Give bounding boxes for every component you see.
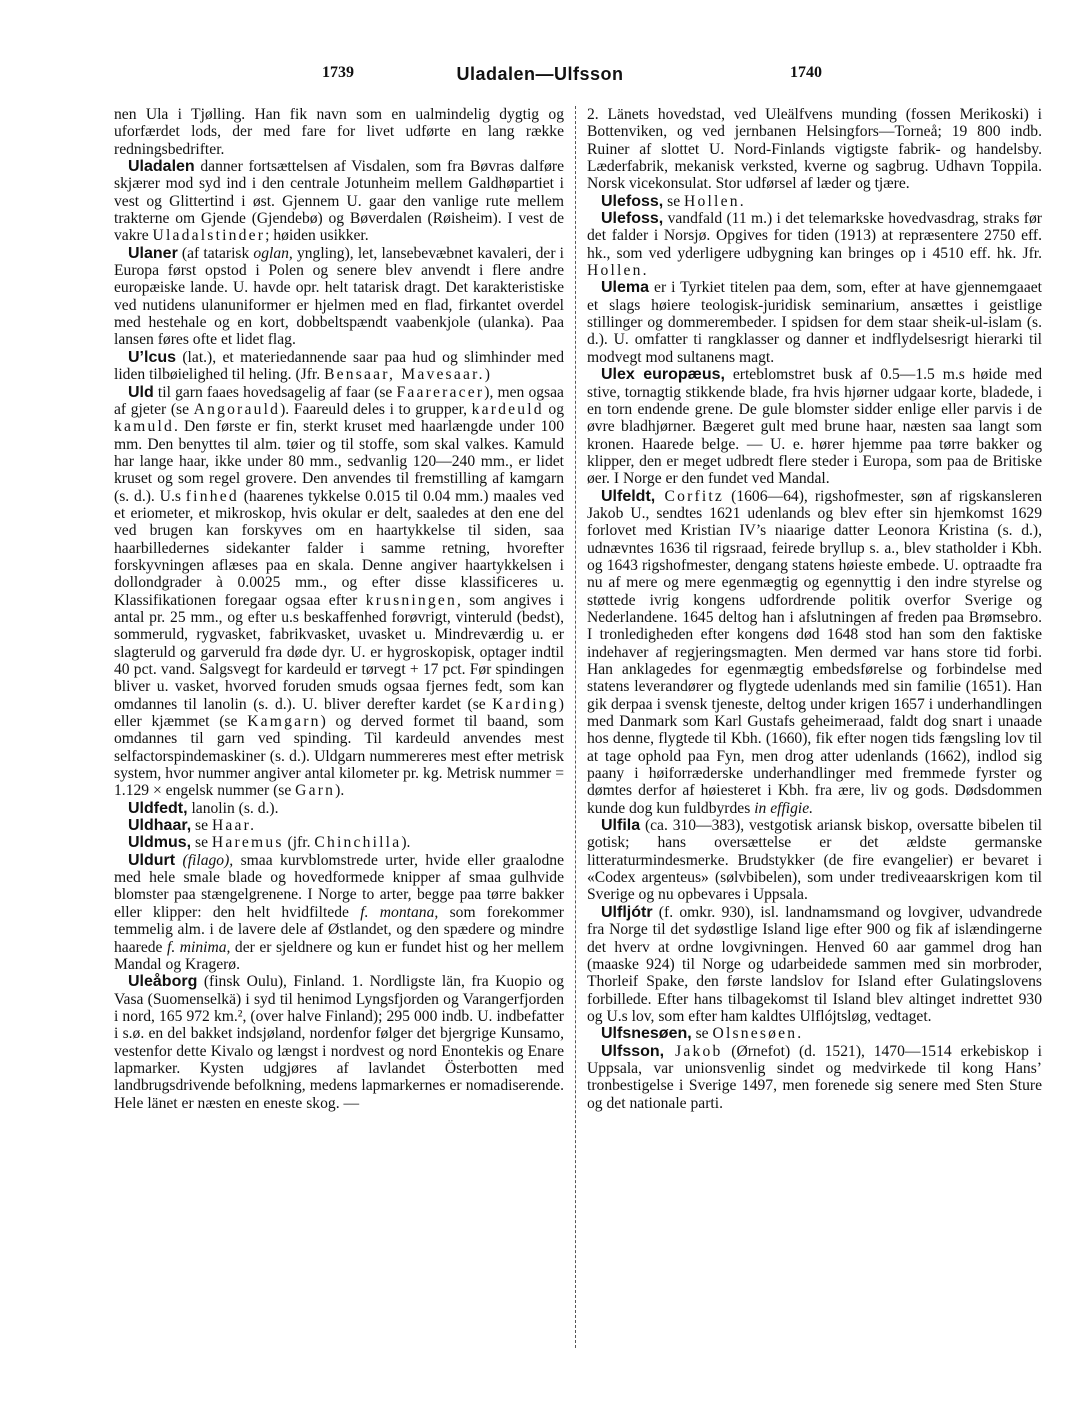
- right-column: [587, 106, 1042, 1386]
- entry-uldfedt: Uldfedt, lanolin (s. d.).: [128, 799, 279, 817]
- entry-ulema: Ulema er i Tyrkiet titelen paa dem, som, efter at have gjennemgaaet et slags høiere teologisk-juridisk seminarium, ansættes i geistlige stillinger og dommerembeder. I spidsen for dem staar sheik-ul-islam (s. d.). U. omfatter ti rangklasser og danner et indflydelsesrigt hierarki til modvegt mod sultanens magt.: [587, 279, 1042, 366]
- entry-uldurt: Uldurt (filago), smaa kurvblomstrede urter, hvide eller graalodne med hele smale blade og hovedformede knipper af smaa gulhvide blomster paa stængelgrenene. I Norge to arter, begge paa tørre bakker eller klipper: den helt hvidfiltede f. montana, som forekommer temmelig alm. i de lavere dele af Østlandet, og den spædere og mindre haarede f. minima, der er sjeldnere og kun er fundet hist og her mellem Mandal og Kragerø.: [114, 851, 564, 973]
- page-number-right: 1740: [790, 64, 822, 81]
- entry-ulefoss-ref: Ulefoss, se Hollen.: [601, 192, 746, 210]
- left-column: [114, 106, 564, 1386]
- headword: Ulfila: [601, 817, 641, 835]
- entry-ulefoss: Ulefoss, vandfald (11 m.) i det telemarkske hovedvasdrag, straks før det falder i Norsjø. Opgives for tiden (1913) at repræsentere 2750 eff. hk., som ved yderligere udbygning kan bringes op i 4510 eff. hk. Jfr. Hollen.: [587, 210, 1042, 280]
- entry-ulfljotr: Ulfljótr (f. omkr. 930), isl. landnamsmand og lovgiver, udvandrede fra Norge til det sydøstlige Island lige efter 900 og fik af islændingerne det hverv at ordne lovgivningen. Henved 60 aar gammel drog han (maaske 924) til Norge og udarbeidede sammen med sin morbroder, Thorleif Spake, den første landslov for Island efter Gulatingslovens forbillede. Efter hans tilbagekomst til Island blev altinget indrettet 930 og U.s lov, som efter ham kaldtes Ulflójtsløg, vedtaget.: [587, 903, 1042, 1025]
- entry-ulfeldt: Ulfeldt, Corfitz (1606—64), rigshofmester, søn af rigskansleren Jakob U., sendtes 1621 udenlands og blev efter sin hjemkomst 1629 forlovet med Kristian IV’s niaarige datter Leonora Kristina (s. d.), udnævntes 1636 til rigsraad, feirede bryllup s. a., blev statholder i Kbh. og 1643 rigshofmester, dengang statens høieste embede. U. optraadte fra nu af mere og mere egenmægtig og egennyttig i den indre styrelse og støttede ivrig kongens udfordrende politik overfor Sverige og Nederlandene. 1645 deltog han i afslutningen af freden paa Brømsebro. I tronledigheden efter kongens død 1648 stod han som den faktiske indehaver af regjeringsmagten. Men dermed var hans store tid forbi. Han anklagedes for egenmægtig embedsførelse og forbindelse med statens leverandører og flygtede udenlands med sin familie (1651). Han gik derpaa i svensk tjeneste, deltog under krigen 1657 i underhandlingen med Danmark som Karl Gustafs geheimeraad, faldt dog snart i unaade hos denne, flygtede til Kbh. (1660), fik efter nogen tids fængsling lov til at tage ophold paa Fyn, men drog atter udenlands (1662), indlod sig paany i høiforræderske underhandlinger med fremmede fyrster og dømtes derfor af høiesteret i Kbh. fra ære, liv og gods. Dødsdommen kunde dog kun fuldbyrdes in effigie.: [587, 487, 1042, 817]
- headword: Uldmus,: [128, 834, 192, 852]
- entry-uladalen: Uladalen danner fortsættelsen af Visdalen, som fra Bøvras dalføre skjærer mod syd ind i den centrale Jotunheim mellem Galdhøpartiet i vest og Glittertind i øst. Gjennem U. gaar den vanlige rute mellem trakterne om Gjende (Gjendebø) og Bøverdalen (Røisheim). I vest de vakre Uladalstinder; høiden usikker.: [114, 158, 564, 245]
- headword: Ulaner: [128, 244, 178, 262]
- headword: Ulfljótr: [601, 903, 653, 921]
- entry-continuation: nen Ula i Tjølling. Han fik navn som en ualmindelig dygtig og uforfærdet lods, der med fare for livet udførte en lang række redningsbedrifter.: [114, 106, 564, 158]
- entry-ulcus: U’lcus (lat.), et materiedannende saar paa hud og slimhinder med liden tilbøielighed til heling. (Jfr. Bensaar, Mavesaar.): [114, 348, 564, 384]
- entry-ulfsson: Ulfsson, Jakob (Ørnefot) (d. 1521), 1470—1514 erkebiskop i Uppsala, var unionsvenlig sindet og medvirkede til kong Hans’ tronbestigelse i Sverige 1497, men forenede sig senere med Sten Sture og det nationale parti.: [587, 1042, 1042, 1112]
- headword: Ulfeldt,: [601, 487, 656, 505]
- headword: Uladalen: [128, 158, 195, 176]
- entry-uleaborg: Uleåborg (finsk Oulu), Finland. 1. Nordligste län, fra Kuopio og Vasa (Suomenselkä) i syd til henimod Lyngsfjorden og Varangerfjorden i nord, 165 972 km.², (over halve Finland); 295 000 indb. U. indbefatter i s.ø. en del bakket indsjøland, nordenfor følger det bjergrige Kunsamo, vestenfor dette Kivalo og længst i nordvest og nord Enontekis og Enare lapmarker. Kysten udgjøres af lavlandet Österbotten med landbrugsdrivende befolkning, medens lapmarkernes er nomadiserende. Hele länet er næsten en eneste skog. —: [114, 973, 564, 1112]
- headword: Ulex europæus,: [601, 366, 725, 384]
- headword: Uldhaar,: [128, 817, 192, 835]
- entry-ulaner: Ulaner (af tatarisk oglan, yngling), let, lansebevæbnet kavaleri, der i Europa først opstod i Polen og senere blev anvendt i flere andre europæiske lande. U. havde opr. helt tatarisk dragt. Det karakteristiske ved nutidens ulanuniformer er hjelmen med en flad, firkantet overdel med hestehale og en kort, dobbeltspændt vaabenkjole (ulanka). Paa lansen føres ofte et lidet flag.: [114, 244, 564, 349]
- column-divider: [575, 106, 576, 1348]
- headword: Uldurt: [128, 851, 176, 869]
- page-number-left: 1739: [322, 64, 354, 81]
- page-header: [0, 64, 1080, 88]
- headword: Uleåborg: [128, 973, 198, 991]
- headword: Ulefoss,: [601, 192, 664, 210]
- headword: Uld: [128, 383, 154, 401]
- headword: Ulema: [601, 279, 650, 297]
- entry-uldmus: Uldmus, se Haremus (jfr. Chinchilla).: [128, 834, 411, 852]
- entry-continuation: 2. Länets hovedstad, ved Uleälfvens munding (fossen Merikoski) i Bottenviken, og ved jernbanen Helsingfors—Torneå; 19 800 indb. Ruiner af slottet U. Nord-Finlands vigtigste fabrik- og handelsby. Læderfabrik, mekanisk verksted, kverne og sagbrug. Udhavn Toppila. Norsk vicekonsulat. Stor udførsel af læder og tjære.: [587, 106, 1042, 193]
- running-head: Uladalen—Ulfsson: [456, 64, 624, 84]
- entry-uld: Uld til garn faaes hovedsagelig af faar (se Faareracer), men ogsaa af gjeter (se Angorauld). Faareuld deles i to grupper, kardeuld og kamuld. Den første er fin, sterkt kruset med haarlængde under 100 mm. Den benyttes til alm. tøier og til stoffe, som skal valkes. Kamuld har lange haar, ikke under 80 mm., sedvanlig 120—240 mm., er lidet kruset og som regel grovere. Den anvendes til fremstilling af kamgarn (s. d.). U.s finhed (haarenes tykkelse 0.015 til 0.04 mm.) maales ved et eriometer, et mikroskop, hvis okular er delt, saaledes at den ene del ved brugen kan forskyves om en haartykkelse til siden, saa haarbilledernes sidekanter falder i samme retning, hvorefter forskyvningen aflæses paa en skala. Denne angiver haartykkelsen i dollondgrader à 0.0025 mm., og efter disse klassificeres u. Klassifikationen foregaar ogsaa efter krusningen, som angives i antal pr. 25 mm., og efter u.s beskaffenhed forøvrigt, vinteruld (bedst), sommeruld, rygvasket, fabrikvasket, uvasket u. Mindreværdig u. er slagteruld og garveruld fra døde dyr. U. er hygroskopisk, optager indtil 40 pct. vand. Salgsvegt for kardeuld er tørvegt + 17 pct. Før spindingen bliver u. vasket, hvorved foruden smuds ogsaa fjernes fedt, som kan omdannes til lanolin (s. d.). U. bliver derefter kardet (se Karding) eller kjæmmet (se Kamgarn) og derved formet til baand, som omdannes til garn ved spinding. Til kardeuld anvendes mest selfactorspindemaskiner (s. d.). Uldgarn nummereres mest efter metrisk system, hvor nummer angiver antal kilometer pr. kg. Metrisk nummer = 1.129 × engelsk nummer (se Garn).: [114, 383, 564, 800]
- entry-ulfila: Ulfila (ca. 310—383), vestgotisk ariansk biskop, oversatte bibelen til gotisk; hans oversættelse er det ældste germanske litteraturmindesmerke. Brudstykker (de fire evangelier) er bevaret i «Codex argenteus» (sølvbibelen), som under trediveaarskrigen kom til Sverige og nu opbevares i Uppsala.: [587, 817, 1042, 904]
- headword: Ulfsnesøen,: [601, 1025, 692, 1043]
- entry-ulfsnesoen: Ulfsnesøen, se Olsnesøen.: [601, 1025, 804, 1043]
- headword: Uldfedt,: [128, 799, 188, 817]
- entry-uldhaar: Uldhaar, se Haar.: [128, 817, 257, 835]
- headword: Ulfsson,: [601, 1042, 665, 1060]
- entry-ulex: Ulex europæus, erteblomstret busk af 0.5—1.5 m.s høide med stive, tornagtig stikkende blade, fra hvis hjørner udgaar korte, bladede, i en torn endende grene. De gule blomster sidder enlige eller parvis i de øvre bladhjørner. Bægeret gult med brune haar, næsten saa langt som kronen. Haarede belge. — U. e. hører hjemme paa tørre bakker og klipper, den er meget udbredt flere steder i Europa, som paa de Britiske øer. I Norge er den fundet ved Mandal.: [587, 366, 1042, 488]
- headword: Ulefoss,: [601, 210, 664, 228]
- headword: U’lcus: [128, 348, 177, 366]
